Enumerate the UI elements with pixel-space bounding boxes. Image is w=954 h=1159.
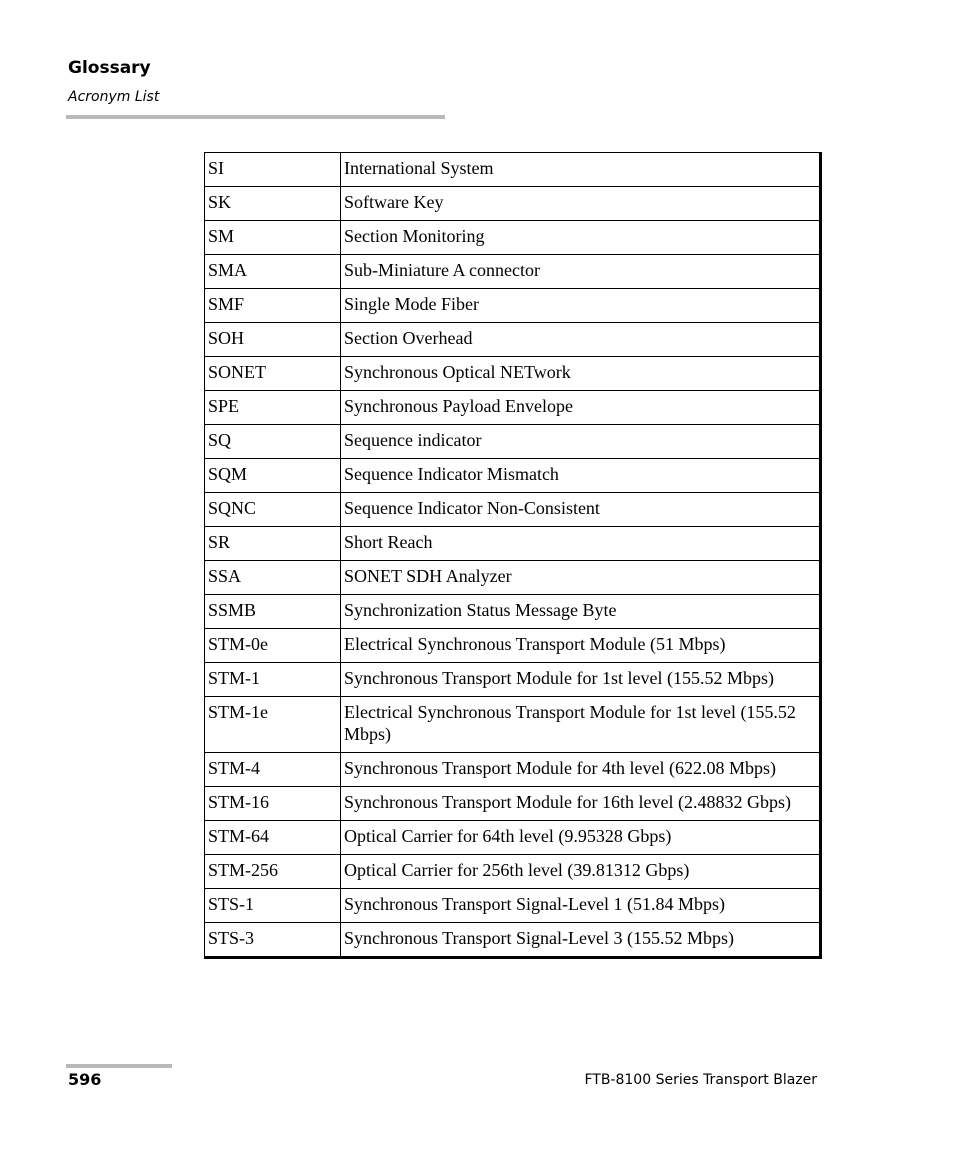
definition-cell: Single Mode Fiber — [341, 289, 821, 323]
definition-cell: Short Reach — [341, 527, 821, 561]
acronym-cell: STM-1 — [205, 663, 341, 697]
table-row — [205, 255, 821, 289]
table-row — [205, 697, 821, 753]
definition-cell: Synchronous Payload Envelope — [341, 391, 821, 425]
definition-cell: SONET SDH Analyzer — [341, 561, 821, 595]
acronym-cell: SONET — [205, 357, 341, 391]
acronym-cell: STM-4 — [205, 753, 341, 787]
definition-cell: Synchronization Status Message Byte — [341, 595, 821, 629]
acronym-cell: SQ — [205, 425, 341, 459]
table-row — [205, 221, 821, 255]
definition-cell: Synchronous Optical NETwork — [341, 357, 821, 391]
table-row — [205, 459, 821, 493]
definition-cell: International System — [341, 153, 821, 187]
definition-cell: Sequence Indicator Mismatch — [341, 459, 821, 493]
acronym-cell: SSMB — [205, 595, 341, 629]
definition-cell: Synchronous Transport Module for 1st level (155.52 Mbps) — [341, 663, 821, 697]
definition-cell: Synchronous Transport Module for 16th level (2.48832 Gbps) — [341, 787, 821, 821]
table-row — [205, 787, 821, 821]
acronym-cell: STM-0e — [205, 629, 341, 663]
definition-cell: Synchronous Transport Module for 4th level (622.08 Mbps) — [341, 753, 821, 787]
acronym-cell: SSA — [205, 561, 341, 595]
table-row — [205, 153, 821, 187]
definition-cell: Section Overhead — [341, 323, 821, 357]
table-row — [205, 663, 821, 697]
acronym-cell: STM-1e — [205, 697, 341, 753]
header-divider — [66, 115, 445, 119]
acronym-cell: STM-256 — [205, 855, 341, 889]
table-row — [205, 629, 821, 663]
table-row — [205, 753, 821, 787]
definition-cell: Synchronous Transport Signal-Level 1 (51.84 Mbps) — [341, 889, 821, 923]
footer-divider — [66, 1064, 172, 1068]
acronym-cell: STS-3 — [205, 923, 341, 958]
acronym-cell: STM-64 — [205, 821, 341, 855]
table-row — [205, 357, 821, 391]
acronym-cell: SPE — [205, 391, 341, 425]
acronym-cell: SMA — [205, 255, 341, 289]
acronym-table-body — [205, 153, 821, 958]
acronym-cell: SOH — [205, 323, 341, 357]
table-row — [205, 923, 821, 958]
table-row — [205, 561, 821, 595]
document-title: FTB-8100 Series Transport Blazer — [584, 1072, 817, 1088]
table-row — [205, 527, 821, 561]
page-subsection-title: Acronym List — [68, 89, 160, 105]
acronym-table — [204, 152, 822, 959]
definition-cell: Software Key — [341, 187, 821, 221]
table-row — [205, 323, 821, 357]
definition-cell: Sub-Miniature A connector — [341, 255, 821, 289]
table-row — [205, 187, 821, 221]
definition-cell: Electrical Synchronous Transport Module (51 Mbps) — [341, 629, 821, 663]
table-row — [205, 493, 821, 527]
acronym-cell: SK — [205, 187, 341, 221]
acronym-cell: SQM — [205, 459, 341, 493]
acronym-cell: STM-16 — [205, 787, 341, 821]
page-number: 596 — [68, 1070, 102, 1089]
table-row — [205, 289, 821, 323]
definition-cell: Section Monitoring — [341, 221, 821, 255]
acronym-cell: SMF — [205, 289, 341, 323]
definition-cell: Sequence indicator — [341, 425, 821, 459]
acronym-cell: SQNC — [205, 493, 341, 527]
table-row — [205, 821, 821, 855]
acronym-cell: SM — [205, 221, 341, 255]
definition-cell: Electrical Synchronous Transport Module for 1st level (155.52 Mbps) — [341, 697, 821, 753]
table-row — [205, 425, 821, 459]
table-row — [205, 855, 821, 889]
definition-cell: Optical Carrier for 256th level (39.81312 Gbps) — [341, 855, 821, 889]
definition-cell: Sequence Indicator Non-Consistent — [341, 493, 821, 527]
acronym-cell: STS-1 — [205, 889, 341, 923]
acronym-cell: SI — [205, 153, 341, 187]
table-row — [205, 889, 821, 923]
page-section-title: Glossary — [68, 58, 151, 78]
acronym-cell: SR — [205, 527, 341, 561]
table-row — [205, 391, 821, 425]
table-row — [205, 595, 821, 629]
definition-cell: Optical Carrier for 64th level (9.95328 Gbps) — [341, 821, 821, 855]
definition-cell: Synchronous Transport Signal-Level 3 (155.52 Mbps) — [341, 923, 821, 958]
